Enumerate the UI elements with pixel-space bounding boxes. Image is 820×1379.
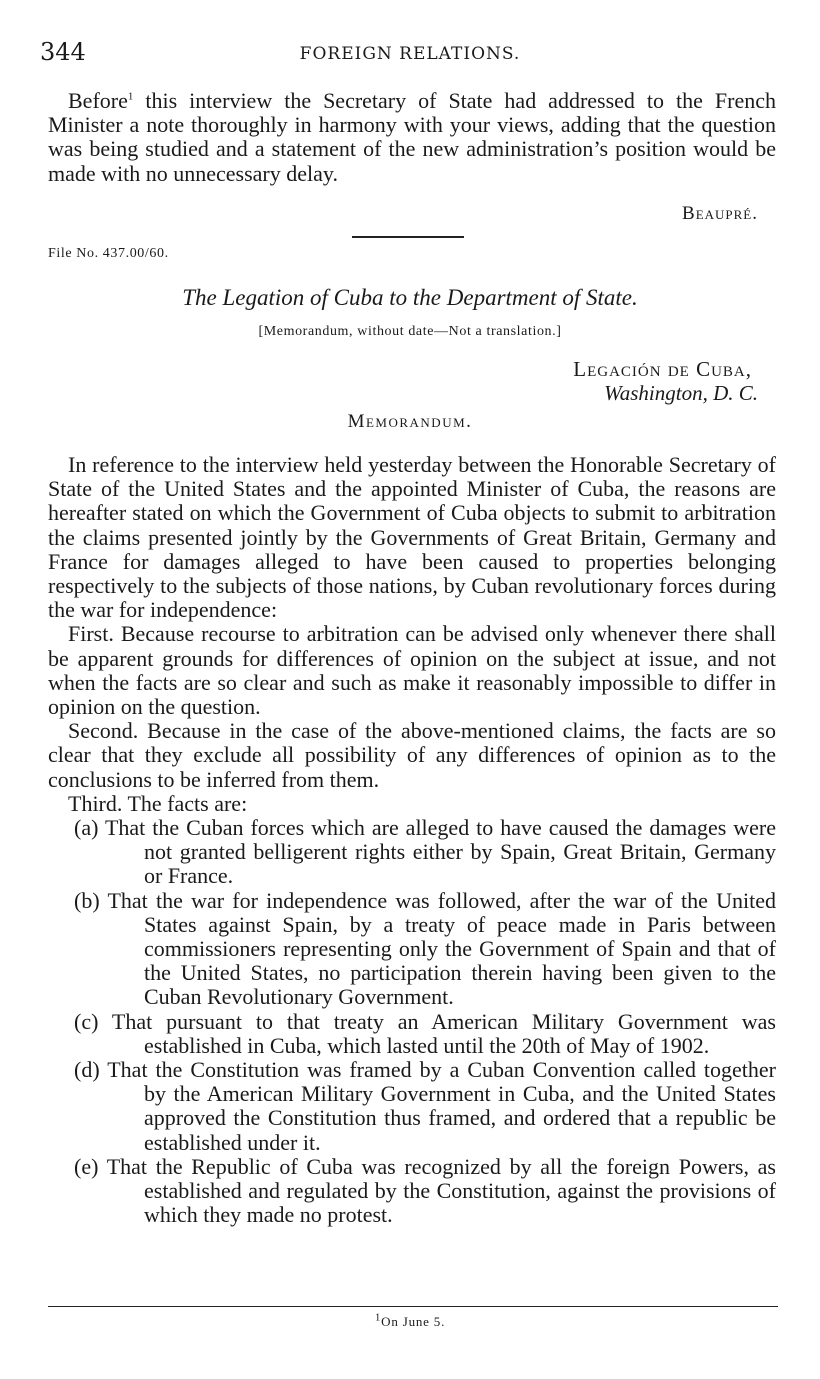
memorandum-heading: Memorandum. [347,411,473,432]
file-number: File No. 437.00/60. [48,246,169,261]
fact-item-c: (c) That pursuant to that treaty an American Military Government was established in Cuba, which lasted until the 20th of May of 1902. [74,1008,776,1058]
footnote-divider [48,1306,778,1307]
legation-name: Legación de Cuba, [573,357,752,381]
signature-beaupre: Beaupré. [682,203,758,224]
intro-first-word: Before [68,88,128,113]
page-header [40,38,780,70]
running-head: FOREIGN RELATIONS. [299,44,521,64]
footnote-mark: 1 [374,1311,382,1324]
fact-item-a: (a) That the Cuban forces which are alleged to have caused the damages were not granted belligerent rights either by Spain, Great Britain, Germany or France. [74,815,776,889]
memo-paragraph: In reference to the interview held yesterday between the Honorable Secretary of State of the United States and the appointed Minister of Cuba, the reasons are hereafter stated on which the Government of Cuba objects to submit to arbitration the claims presented jointly by the Governments of Great Britain, Germany and France for damages alleged to have been caused to properties belonging respectively to the subjects of those nations, by Cuban revolutionary forces during the war for independence: [48,452,776,623]
footnote-reference: 1 [127,90,134,103]
legation-place: Washington, D. C. [604,381,758,405]
fact-item-b: (b) That the war for independence was followed, after the war of the United States against Spain, by a treaty of peace made in Paris between commissioners representing only the Government of Spain and that of the United States, no participation therein having been given to the Cuban Revolutionary Government. [74,887,776,1010]
legation-address [573,357,758,405]
document-title: The Legation of Cuba to the Department of State. [182,285,638,310]
page-number: 344 [40,38,86,66]
memo-paragraph: Second. Because in the case of the above-mentioned claims, the facts are so clear that they exclude all possibility of any differences of opinion as to the conclusions to be inferred from them. [48,718,776,792]
memorandum-body [48,453,776,1228]
fact-item-e: (e) That the Republic of Cuba was recognized by all the foreign Powers, as established and regulated by the Constitution, against the provisions of which they made no protest. [74,1153,776,1228]
intro-text: this interview the Secretary of State had addressed to the French Minister a note thoroughly in harmony with your views, adding that the question was being studied and a statement of the new administration’s position would be made with no unnecessary delay. [48,88,776,186]
memo-paragraph: First. Because recourse to arbitration can be advised only whenever there shall be apparent grounds for differences of opinion on the subject at issue, and not when the facts are so clear and such as make it reasonably impossible to differ in opinion on the question. [48,621,776,720]
intro-paragraph [48,89,776,186]
document-note: [Memorandum, without date—Not a translation.] [258,324,562,339]
memo-paragraph: Third. The facts are: [68,790,248,816]
footnote [0,1311,820,1330]
fact-item-d: (d) That the Constitution was framed by a Cuban Convention called together by the American Military Government in Cuba, and the United States approved the Constitution thus framed, and ordered that a republic be established under it. [74,1057,776,1155]
section-divider [352,236,464,238]
footnote-text: On June 5. [381,1314,446,1329]
